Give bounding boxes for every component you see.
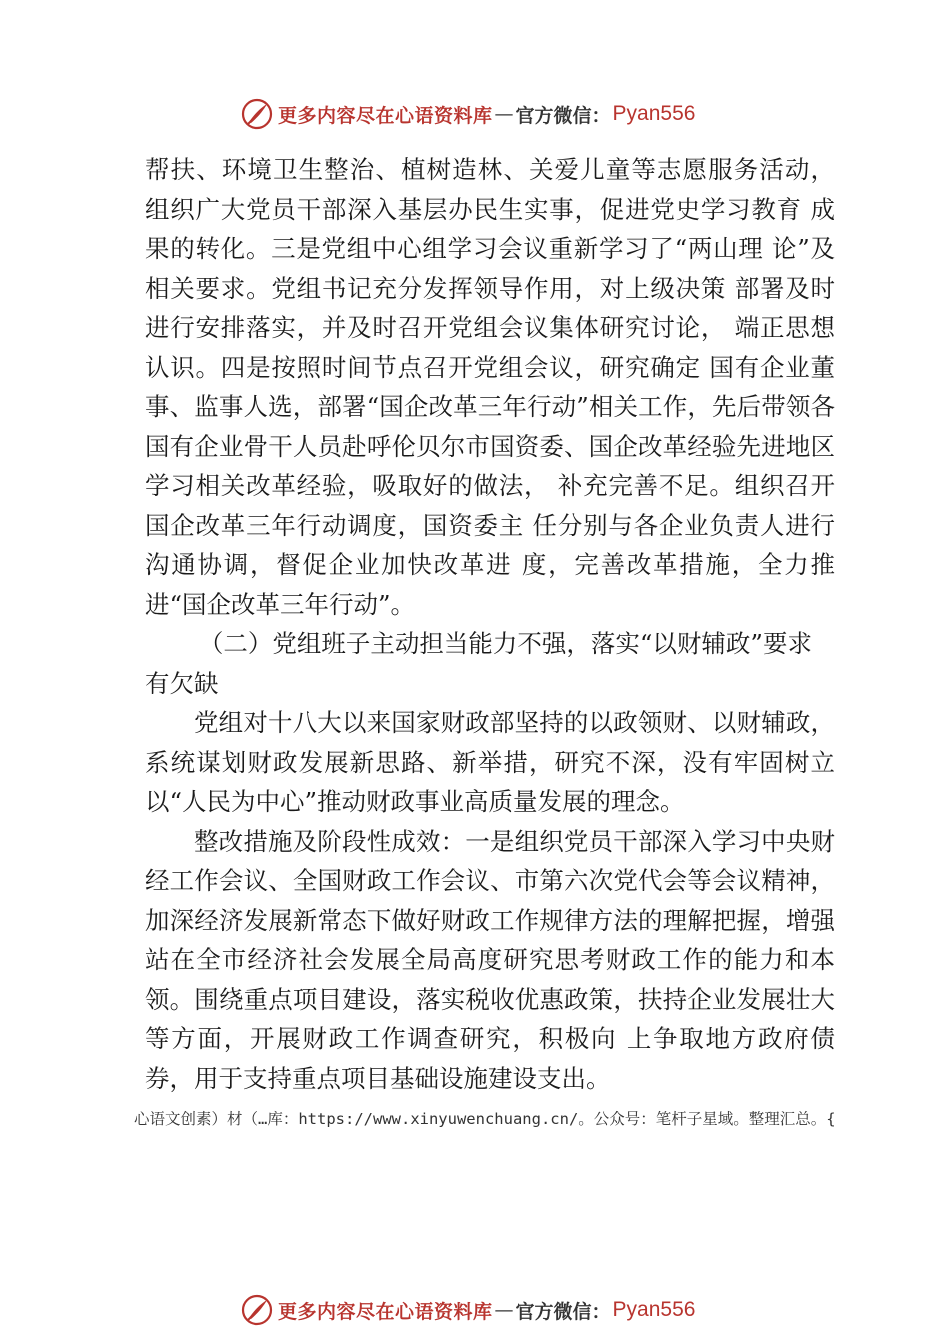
source-footnote: 心语文创素）材（…库：https://www.xinyuwenchuang.cn/。公众号：笔杆子星域。整理汇总。{ bbox=[134, 1110, 836, 1128]
body-paragraph: 帮扶、环境卫生整治、植树造林、关爱儿童等志愿服务活动， 组织广大党员干部深入基层办民生实事，促进党史学习教育 成果的转化。三是党组中心组学习会议重新学习了“两山理 论”及相关要求。党组书记充分发挥领导作用，对上级决策 部署及时进行安排落实，并及时召开党组会议集体研究讨论， 端正思想认识。四是按照时间节点召开党组会议，研究确定 国有企业董事、监事人选，部署“国企改革三年行动”相关工作，先后带领各国有企业骨干人员赴呼伦贝尔市国资委、国企改革经验先进地区学习相关改革经验，吸取好的做法， 补充完善不足。组织召开国企改革三年行动调度，国资委主 任分别与各企业负责人进行沟通协调，督促企业加快改革进 度，完善改革措施，全力推进“国企改革三年行动”。 bbox=[145, 155, 835, 619]
document-body bbox=[145, 150, 835, 1098]
wechat-id: Pyan556 bbox=[612, 1298, 696, 1321]
official-label: 官方微信： bbox=[515, 104, 611, 127]
site-name: 更多内容尽在心语资料库 bbox=[278, 1300, 493, 1323]
banner-separator: — bbox=[494, 1299, 514, 1321]
body-paragraph: 党组对十八大以来国家财政部坚持的以政领财、以财辅政，系统谋划财政发展新思路、新举措，研究不深，没有牢固树立以“人民为中心”推动财政事业高质量发展的理念。 bbox=[145, 708, 835, 816]
official-label: 官方微信： bbox=[515, 1300, 611, 1323]
top-watermark-banner bbox=[240, 94, 695, 134]
wechat-id: Pyan556 bbox=[612, 102, 696, 125]
quill-pen-logo-icon bbox=[240, 1293, 274, 1327]
quill-pen-logo-icon bbox=[240, 97, 274, 131]
bottom-watermark-banner bbox=[240, 1290, 695, 1330]
site-name: 更多内容尽在心语资料库 bbox=[278, 104, 493, 127]
banner-separator: — bbox=[494, 103, 514, 125]
body-paragraph: 整改措施及阶段性成效：一是组织党员干部深入学习中央财经工作会议、全国财政工作会议、市第六次党代会等会议精神，加深经济发展新常态下做好财政工作规律方法的理解把握，增强站在全市经济社会发展全局高度研究思考财政工作的能力和本领。围绕重点项目建设，落实税收优惠政策，扶持企业发展壮大等方面，开展财政工作调查研究，积极向 上争取地方政府债券，用于支持重点项目基础设施建设支出。 bbox=[145, 826, 835, 1093]
section-heading: （二）党组班子主动担当能力不强，落实“以财辅政”要求有欠缺 bbox=[145, 629, 812, 698]
